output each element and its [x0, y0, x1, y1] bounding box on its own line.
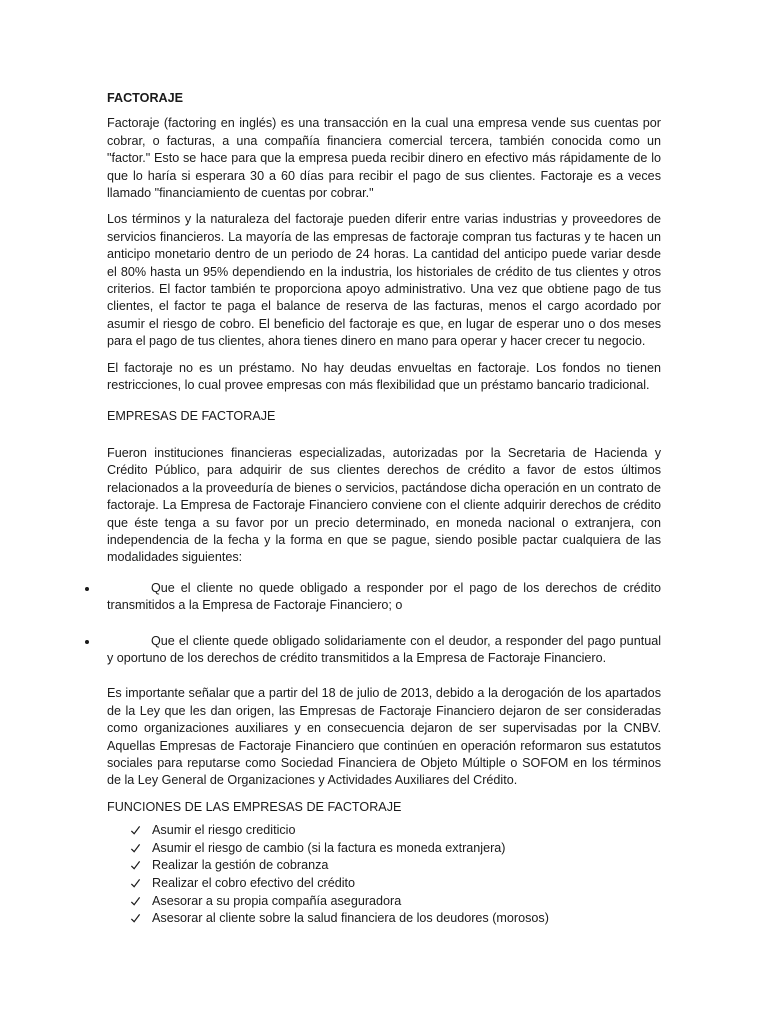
- document-body: [107, 90, 661, 928]
- checklist-item: [130, 857, 661, 875]
- checklist-item: [130, 910, 661, 928]
- intro-paragraph-2: Los términos y la naturaleza del factoraje pueden diferir entre varias industrias y proveedores de servicios financieros. La mayoría de las empresas de factoraje compran tus facturas y te hacen un anticipo monetario dentro de un periodo de 24 horas. La cantidad del anticipo puede variar desde el 80% hasta un 95% dependiendo en la industria, los historiales de crédito de tus clientes y otros criterios. El factor también te proporciona apoyo administrativo. Una vez que obtiene pago de tus clientes, el factor te paga el balance de reserva de las facturas, menos el cargo acordado por asumir el riesgo de cobro. El beneficio del factoraje es que, en lugar de esperar uno o dos meses para el pago de tus clientes, ahora tienes dinero en mano para operar y hacer crecer tu negocio.: [107, 212, 661, 349]
- list-item-text: Que el cliente quede obligado solidariamente con el deudor, a responder del pago puntual y oportuno de los derechos de crédito transmitidos a la Empresa de Factoraje Financiero.: [107, 633, 661, 665]
- section-heading-funciones: FUNCIONES DE LAS EMPRESAS DE FACTORAJE: [107, 799, 402, 814]
- checklist-item: [130, 840, 661, 858]
- checklist-item-text: Realizar la gestión de cobranza: [152, 858, 329, 873]
- intro-paragraph-3: El factoraje no es un préstamo. No hay deudas envueltas en factoraje. Los fondos no tienen restricciones, lo cual provee empresas con más flexibilidad que un préstamo bancario tradicional.: [107, 360, 661, 393]
- checklist-item: [130, 893, 661, 911]
- bullet-dot-icon: [85, 640, 89, 644]
- section-heading-empresas: EMPRESAS DE FACTORAJE: [107, 408, 276, 423]
- checkmark-icon: [130, 825, 141, 836]
- checkmark-icon: [130, 896, 141, 907]
- closing-paragraph: Es importante señalar que a partir del 18 de julio de 2013, debido a la derogación de los apartados de la Ley que les dan origen, las Empresas de Factoraje Financiero dejaron de ser consideradas como organizaciones auxiliares y en consecuencia dejaron de ser supervisadas por la CNBV. Aquellas Empresas de Factoraje Financiero que continúen en operación reformaron sus estatutos sociales para reputarse como Sociedad Financiera de Objeto Múltiple o SOFOM en los términos de la Ley General de Organizaciones y Actividades Auxiliares del Crédito.: [107, 686, 661, 788]
- intro-paragraph-1: Factoraje (factoring en inglés) es una transacción en la cual una empresa vende sus cuentas por cobrar, o facturas, a una compañía financiera comercial tercera, también conocida como un "factor." Esto se hace para que la empresa pueda recibir dinero en efectivo más rápidamente de lo que lo haría si esperara 30 a 60 días para recibir el pago de sus clientes. Factoraje es a veces llamado "financiamiento de cuentas por cobrar.": [107, 116, 661, 201]
- checklist-item-text: Asumir el riesgo crediticio: [152, 823, 296, 838]
- checklist-item-text: Realizar el cobro efectivo del crédito: [152, 876, 356, 890]
- checklist-item: [130, 822, 661, 840]
- modalidades-list: [107, 580, 661, 668]
- checkmark-icon: [130, 913, 141, 924]
- document-title: FACTORAJE: [107, 91, 184, 105]
- list-item: [107, 633, 661, 668]
- checklist-item-text: Asumir el riesgo de cambio (si la factura es moneda extranjera): [152, 840, 506, 855]
- checklist-item: [130, 875, 661, 893]
- checklist-item-text: Asesorar a su propia compañía aseguradora: [152, 893, 402, 908]
- empresas-paragraph: Fueron instituciones financieras especializadas, autorizadas por la Secretaria de Hacienda y Crédito Público, para adquirir de sus clientes derechos de crédito a favor de estos últimos relacionados a la proveeduría de bienes o servicios, pactándose dicha operación en un contrato de factoraje. La Empresa de Factoraje Financiero conviene con el cliente adquirir derechos de crédito que éste tenga a su favor por un precio determinado, en moneda nacional o extranjera, con independencia de la fecha y la forma en que se pague, siendo posible pactar cualquiera de las modalidades siguientes:: [107, 445, 661, 565]
- bullet-dot-icon: [85, 587, 89, 591]
- checkmark-icon: [130, 878, 141, 889]
- checkmark-icon: [130, 843, 141, 854]
- checklist-item-text: Asesorar al cliente sobre la salud financiera de los deudores (morosos): [152, 911, 549, 926]
- checkmark-icon: [130, 860, 141, 871]
- list-item: [107, 580, 661, 615]
- list-item-text: Que el cliente no quede obligado a responder por el pago de los derechos de crédito transmitidos a la Empresa de Factoraje Financiero; o: [107, 580, 661, 613]
- funciones-checklist: [107, 822, 661, 928]
